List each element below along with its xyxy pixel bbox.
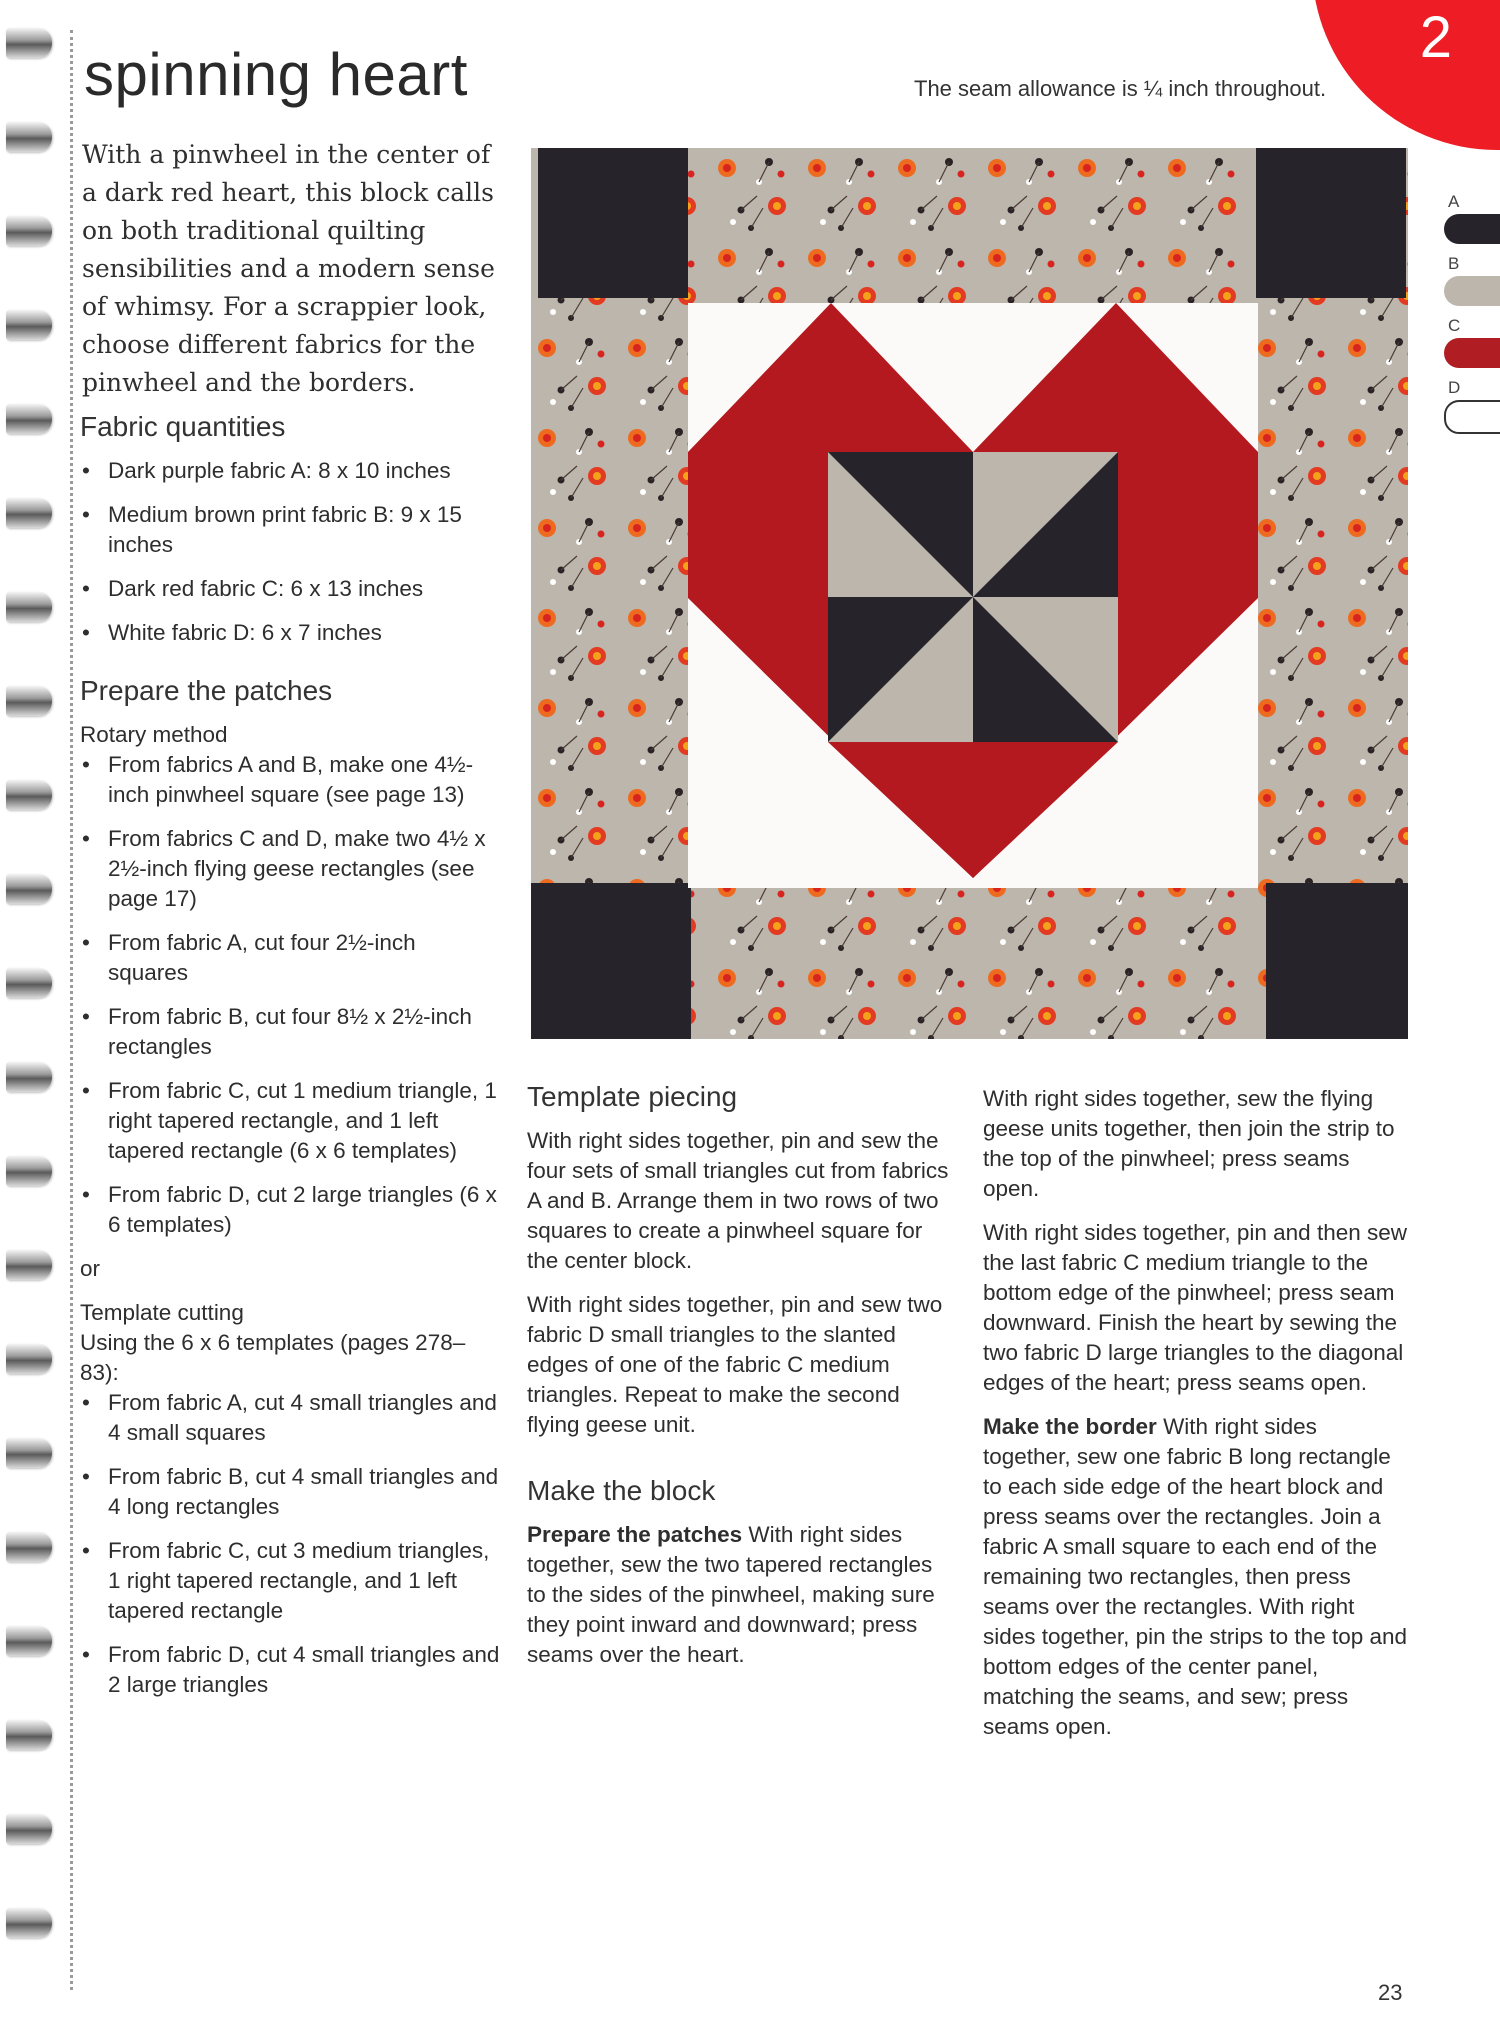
- list-item: • From fabrics A and B, make one 4½-inch pinwheel square (see page 13): [80, 750, 500, 810]
- spiral-coil: [6, 968, 52, 998]
- list-item: • From fabric A, cut four 2½-inch squares: [80, 928, 500, 988]
- spiral-coil: [6, 1156, 52, 1186]
- spiral-coil: [6, 1062, 52, 1092]
- spiral-coil: [6, 1908, 52, 1938]
- swatch-label: A: [1448, 192, 1460, 211]
- right-p2: With right sides together, pin and then sew the last fabric C medium triangle to the bottom edge of the pinwheel; press seam downward. Finish the heart by sewing the two fabric D large triangles to the diagonal edges of the heart; press seams open.: [983, 1220, 1407, 1395]
- list-item: • Dark purple fabric A: 8 x 10 inches: [80, 456, 500, 486]
- pinwheel-square: [828, 452, 1118, 742]
- left-column: [80, 410, 500, 1714]
- corner-square: [538, 148, 688, 298]
- intro-paragraph: With a pinwheel in the center of a dark red heart, this block calls on both traditional quilting sensibilities and a modern sense of whimsy. For a scrappier look, choose different fabrics for the pinwheel and the borders.: [82, 140, 495, 397]
- corner-square: [1256, 148, 1406, 298]
- make-block-lead: Prepare the patches: [527, 1522, 743, 1547]
- swatch-chip: [1444, 338, 1500, 368]
- fabric-quantities-heading: Fabric quantities: [80, 411, 286, 442]
- right-p1: With right sides together, sew the flying geese units together, then join the strip to the top of the pinwheel; press seams open.: [983, 1086, 1395, 1201]
- spiral-coil: [6, 498, 52, 528]
- list-item: • From fabric B, cut four 8½ x 2½-inch rectangles: [80, 1002, 500, 1062]
- spiral-coil: [6, 310, 52, 340]
- list-item: • From fabric D, cut 2 large triangles (6 x 6 templates): [80, 1180, 500, 1240]
- swatch-label: D: [1448, 378, 1461, 397]
- spiral-coil: [6, 122, 52, 152]
- chapter-disc: [1312, 0, 1500, 150]
- template-cutting-label: Template cutting: [80, 1300, 244, 1325]
- perforation-line: [70, 30, 73, 1990]
- swatch-chip: [1444, 276, 1500, 306]
- quilt-block-photo: [531, 148, 1408, 1039]
- make-block-body: With right sides together, sew the two tapered rectangles to the sides of the pinwheel, making sure they point inward and downward; press seams over the heart.: [527, 1522, 935, 1667]
- right-p3: [983, 1412, 1408, 1742]
- list-item: • From fabrics C and D, make two 4½ x 2½-inch flying geese rectangles (see page 17): [80, 824, 500, 914]
- spiral-coil: [6, 874, 52, 904]
- spiral-coil: [6, 1344, 52, 1374]
- corner-square: [1266, 883, 1408, 1039]
- fabric-quantities-list: [80, 456, 500, 648]
- list-item: • From fabric C, cut 3 medium triangles, 1 right tapered rectangle, and 1 left tapered rectangle: [80, 1536, 500, 1626]
- middle-column: [527, 1080, 957, 1684]
- page-title: spinning heart: [84, 41, 468, 108]
- list-item: • From fabric B, cut 4 small triangles and 4 long rectangles: [80, 1462, 500, 1522]
- list-item: • White fabric D: 6 x 7 inches: [80, 618, 500, 648]
- template-piecing-p1: With right sides together, pin and sew the four sets of small triangles cut from fabrics A and B. Arrange them in two rows of two squares to create a pinwheel square for the center block.: [527, 1128, 949, 1273]
- list-item: • From fabric A, cut 4 small triangles and 4 small squares: [80, 1388, 500, 1448]
- swatch-chip: [1444, 400, 1500, 434]
- corner-square: [531, 883, 691, 1039]
- swatch-label: B: [1448, 254, 1460, 273]
- swatch-chip: [1444, 214, 1500, 244]
- spiral-coil: [6, 686, 52, 716]
- list-item: • From fabric C, cut 1 medium triangle, 1 right tapered rectangle, and 1 left tapered rectangle (6 x 6 templates): [80, 1076, 500, 1166]
- template-using-text: Using the 6 x 6 templates (pages 278–83):: [80, 1330, 466, 1385]
- page-number: 23: [1378, 1980, 1403, 2005]
- make-block-p1: [527, 1520, 957, 1670]
- spiral-coil: [6, 404, 52, 434]
- rotary-list: [80, 750, 500, 1240]
- spiral-coil: [6, 28, 52, 58]
- spiral-coil: [6, 216, 52, 246]
- template-piecing-heading: Template piecing: [527, 1081, 738, 1112]
- spiral-coil: [6, 780, 52, 810]
- list-item: • From fabric D, cut 4 small triangles and 2 large triangles: [80, 1640, 500, 1700]
- right-column: [983, 1084, 1408, 1756]
- make-border-lead: Make the border: [983, 1414, 1157, 1439]
- fabric-swatch-key: [1440, 192, 1500, 442]
- swatch-label: C: [1448, 316, 1461, 335]
- or-text: or: [80, 1256, 101, 1281]
- template-list: [80, 1388, 500, 1700]
- make-border-body: With right sides together, sew one fabric B long rectangle to each side edge of the heart block and press seams over the rectangles. Join a fabric A small square to each end of the remaining two rectangles, then press seams over the rectangles. With right sides together, pin the strips to the top and bottom edges of the center panel, matching the seams, and sew; press seams open.: [983, 1414, 1408, 1739]
- spiral-coil: [6, 1720, 52, 1750]
- list-item: • Medium brown print fabric B: 9 x 15 inches: [80, 500, 500, 560]
- list-item: • Dark red fabric C: 6 x 13 inches: [80, 574, 500, 604]
- rotary-method-label: Rotary method: [80, 722, 228, 747]
- spiral-binding: [0, 20, 62, 2000]
- spiral-coil: [6, 592, 52, 622]
- spiral-coil: [6, 1626, 52, 1656]
- chapter-number: 2: [1419, 5, 1452, 70]
- spiral-coil: [6, 1532, 52, 1562]
- spiral-coil: [6, 1814, 52, 1844]
- template-piecing-p2: With right sides together, pin and sew two fabric D small triangles to the slanted edges of one of the fabric C medium triangles. Repeat to make the second flying geese unit.: [527, 1292, 943, 1437]
- seam-allowance-note: The seam allowance is ¼ inch throughout.: [914, 76, 1327, 101]
- make-block-heading: Make the block: [527, 1475, 716, 1506]
- spiral-coil: [6, 1250, 52, 1280]
- chapter-tab: [1300, 0, 1500, 150]
- spiral-coil: [6, 1438, 52, 1468]
- prepare-heading: Prepare the patches: [80, 675, 333, 706]
